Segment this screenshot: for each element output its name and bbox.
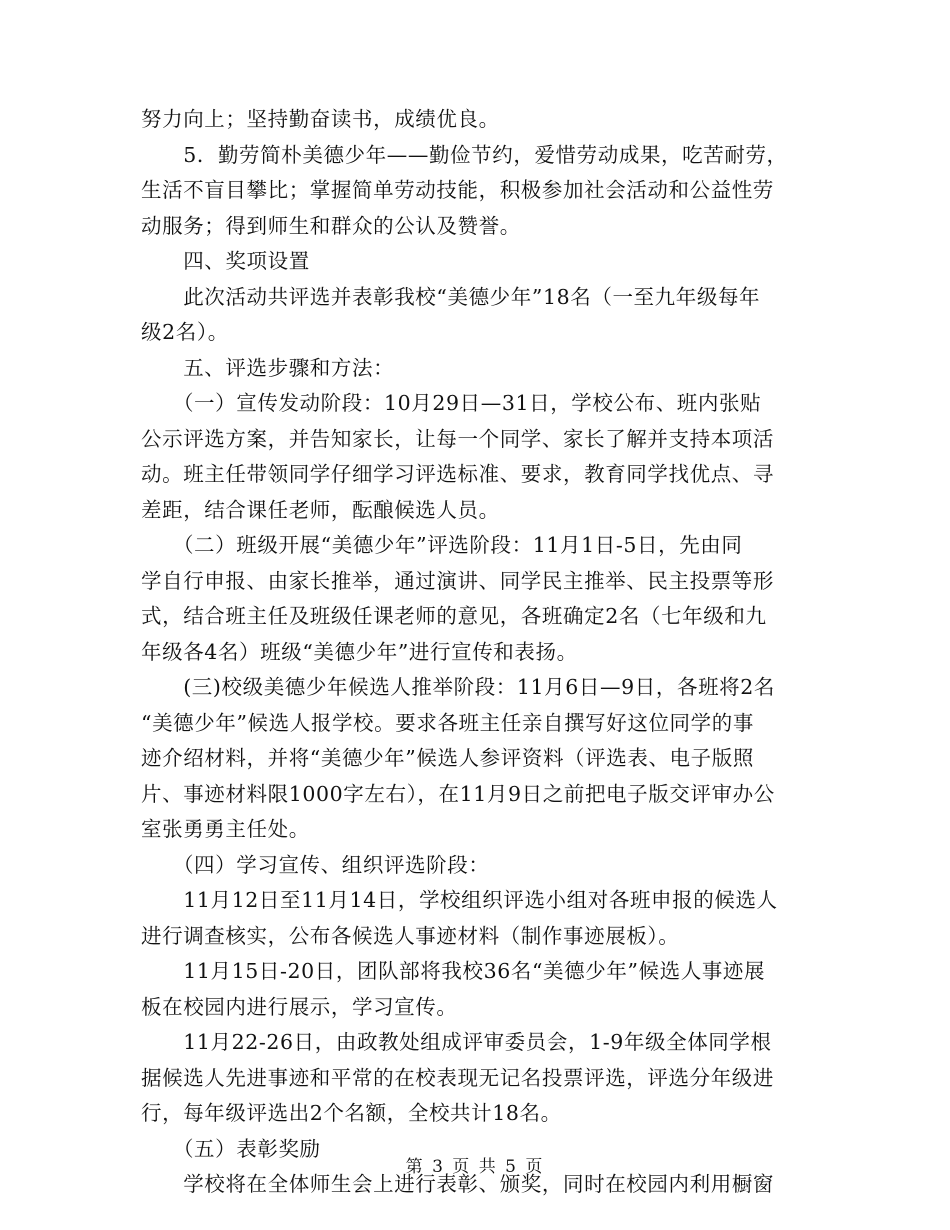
text-line: 年级各4名）班级“美德少年”进行宣传和表扬。	[141, 639, 578, 664]
text-line: 片、事迹材料限1000字左右），在11月9日之前把电子版交评审办公	[141, 781, 775, 806]
text-line: (三)校级美德少年候选人推举阶段：11月6日—9日，各班将2名	[141, 675, 776, 699]
text-line: （四）学习宣传、组织评选阶段：	[141, 852, 490, 877]
text-line: 式，结合班主任及班级任课老师的意见，各班确定2名（七年级和九	[141, 604, 767, 628]
text-line: 学自行申报、由家长推举，通过演讲、同学民主推举、民主投票等形	[141, 568, 774, 593]
text-line: 动。班主任带领同学仔细学习评选标准、要求，教育同学找优点、寻	[141, 462, 774, 486]
text-line: 学校将在全体师生会上进行表彰、颁奖，同时在校园内利用橱窗	[141, 1172, 774, 1196]
text-line: 差距，结合课任老师，酝酿候选人员。	[141, 497, 500, 522]
text-line: 11月22-26日，由政教处组成评审委员会，1-9年级全体同学根	[141, 1030, 772, 1054]
text-line: 5．勤劳简朴美德少年——勤俭节约，爱惜劳动成果，吃苦耐劳，	[141, 142, 788, 167]
text-line: 生活不盲目攀比；掌握简单劳动技能，积极参加社会活动和公益性劳	[141, 178, 774, 202]
document-body	[141, 102, 801, 1203]
text-line: 室张勇勇主任处。	[141, 817, 310, 841]
text-line: 11月12日至11月14日，学校组织评选小组对各班申报的候选人	[141, 888, 778, 912]
text-line: （五）表彰奖励	[141, 1136, 321, 1161]
text-line: 行，每年级评选出2个名额，全校共计18名。	[141, 1101, 562, 1125]
text-line: 动服务；得到师生和群众的公认及赞誉。	[141, 213, 521, 238]
text-line: 级2名）。	[141, 320, 229, 344]
page-footer: 第 3 页 共 5 页	[405, 1157, 545, 1177]
text-line: 四、奖项设置	[141, 249, 310, 273]
text-line: 五、评选步骤和方法：	[141, 355, 395, 380]
text-line: 此次活动共评选并表彰我校“美德少年”18名（一至九年级每年	[141, 284, 761, 309]
text-line: 进行调查核实，公布各候选人事迹材料（制作事迹展板）。	[141, 923, 680, 948]
text-line: 11月15日-20日，团队部将我校36名“美德少年”候选人事迹展	[141, 959, 766, 983]
text-line: （一）宣传发动阶段：10月29日—31日，学校公布、班内张贴	[141, 391, 762, 415]
text-line: 迹介绍材料，并将“美德少年”候选人参评资料（评选表、电子版照	[141, 746, 754, 770]
text-line: 板在校园内进行展示，学习宣传。	[141, 994, 458, 1019]
text-line: 努力向上；坚持勤奋读书，成绩优良。	[141, 107, 500, 131]
text-line: 据候选人先进事迹和平常的在校表现无记名投票评选，评选分年级进	[141, 1065, 774, 1090]
text-line: 公示评选方案，并告知家长，让每一个同学、家长了解并支持本项活	[141, 426, 774, 451]
text-line: （二）班级开展“美德少年”评选阶段：11月1日-5日，先由同	[141, 533, 743, 557]
text-line: “美德少年”候选人报学校。要求各班主任亲自撰写好这位同学的事	[141, 710, 754, 735]
